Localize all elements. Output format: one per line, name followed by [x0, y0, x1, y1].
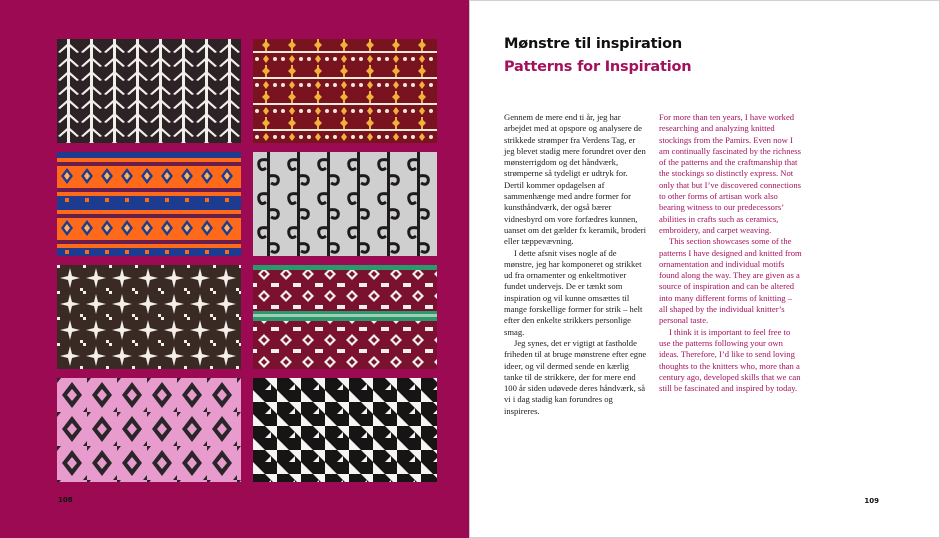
- english-text-column: [659, 112, 802, 394]
- danish-paragraph: I dette afsnit vises nogle af de mønstre, jeg har komponeret og strikket ud fra ornamenter og enkeltmotiver fundet undervejs. De er tænkt som inspiration og vil kunne omsættes til mange forskellige former for strik – helt efter den enkelte strikkers personlige smag.: [504, 247, 643, 337]
- burgundy-green-swatch: [253, 265, 437, 369]
- pink-diamond-swatch: [57, 378, 241, 482]
- chevron-feather-image: [57, 39, 241, 143]
- title-english: Patterns for Inspiration: [504, 59, 692, 75]
- black-scroll-swatch: [253, 152, 437, 256]
- orange-blue-band-swatch: [57, 152, 241, 256]
- danish-text-column: [504, 112, 647, 417]
- page-number-right: 109: [864, 497, 879, 505]
- burgundy-green-image: [253, 265, 437, 369]
- right-page: [470, 0, 940, 538]
- swatch-grid: [57, 39, 437, 482]
- english-paragraph: I think it is important to feel free to use the patterns following your own ideas. Therefore, I’d like to send loving thoughts to the knitters who, more than a century ago, developed skills that we can still be fascinated and inspired by today.: [659, 326, 801, 394]
- black-scroll-image: [253, 152, 437, 256]
- cross-stripe-image: [253, 39, 437, 143]
- danish-paragraph: Jeg synes, det er vigtigt at fastholde friheden til at bruge mønstrene efter egne ideer, og vil dermed sende en kærlig tanke til de strikkere, der for mere end 100 år siden udøvede deres håndværk, så vi i dag stadig kan forundres og inspireres.: [504, 337, 647, 416]
- danish-paragraph: Gennem de mere end ti år, jeg har arbejdet med at opspore og analysere de strikkede strømper fra Verdens Tag, er jeg blevet stadig mere forundret over den mønsterrigdom og det håndværk, strømperne så tydeligt er udtryk for. Dertil kommer opdagelsen af sammenhænge med andre former for kunsthåndværk, der også bærer vidnesbyrd om vore forfædres kunnen, uanset om det gælder fx keramik, broderi eller tæppevævning.: [504, 112, 646, 247]
- title-danish: Mønstre til inspiration: [504, 36, 683, 52]
- chevron-feather-swatch: [57, 39, 241, 143]
- english-paragraph: This section showcases some of the patterns I have designed and knitted from ornamentation and individual motifs found along the way. They are given as a source of inspiration and can be altered into many different forms of knitting – all shaped by the individual knitter’s personal taste.: [659, 236, 802, 326]
- orange-blue-band-image: [57, 152, 241, 256]
- english-paragraph: For more than ten years, I have worked researching and analyzing knitted stockings from the Pamirs. Even now I am continually fascinated by the richness of the patterns and the craftmanship that the stockings so distinctly express. Not only that but I’ve discovered connections to other forms of artisan work also bearing witness to our predecessors’ abilities in crafts such as ceramics, embroidery, and carpet weaving.: [659, 112, 801, 235]
- brown-star-swatch: [57, 265, 241, 369]
- houndstooth-image: [253, 378, 437, 482]
- cross-stripe-swatch: [253, 39, 437, 143]
- page-number-left: 108: [58, 496, 73, 504]
- pink-diamond-image: [57, 378, 241, 482]
- brown-star-image: [57, 265, 241, 369]
- houndstooth-swatch: [253, 378, 437, 482]
